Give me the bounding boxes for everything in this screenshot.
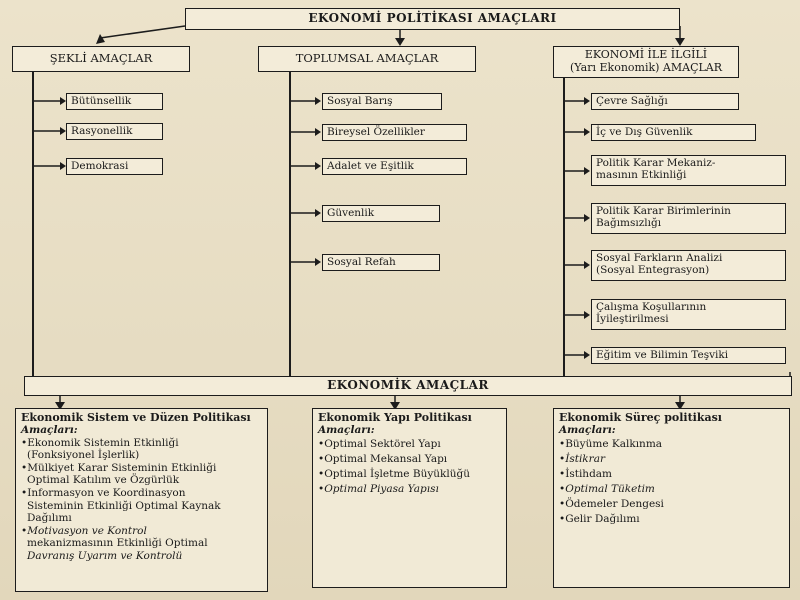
panel-yapi (312, 408, 507, 588)
panel-surec-line-0: •Büyüme Kalkınma (559, 437, 663, 450)
yari-item-5-line2: İyileştirilmesi (596, 313, 669, 325)
sekli-item-0-label: Bütünsellik (71, 95, 132, 107)
panel-yapi-line-3: •Optimal Piyasa Yapısı (318, 482, 439, 495)
panel-yapi-list (318, 437, 501, 497)
panel-sistem-line-6: Dağılımı (27, 512, 72, 525)
sekli-item-2-label: Demokrasi (71, 160, 129, 172)
yari-item-5-line1: Çalışma Koşullarının (596, 301, 707, 313)
panel-surec-line-5: •Gelir Dağılımı (559, 512, 640, 525)
panel-sistem-line-2: •Mülkiyet Karar Sisteminin Etkinliği (21, 461, 217, 474)
yari-item-6-label: Eğitim ve Bilimin Teşviki (596, 349, 729, 361)
panel-sistem-subtitle: Amaçları: (21, 424, 78, 436)
panel-sistem-title: Ekonomik Sistem ve Düzen Politikası (21, 411, 251, 424)
panel-surec-line-2: •İstihdam (559, 467, 613, 480)
panel-sistem-line-9: Davranış Uyarım ve Kontrolü (27, 549, 183, 562)
main-title: EKONOMİ POLİTİKASI AMAÇLARI (308, 11, 557, 25)
category-yari-ekonomik-line2: (Yarı Ekonomik) AMAÇLAR (569, 61, 723, 74)
panel-sistem-line-0: •Ekonomik Sistemin Etkinliği (21, 436, 179, 449)
yari-item-4-line2: (Sosyal Entegrasyon) (596, 264, 710, 276)
panel-sistem-line-5: Sisteminin Etkinliği Optimal Kaynak (27, 499, 221, 512)
toplumsal-item-0-label: Sosyal Barış (327, 95, 393, 107)
panel-sistem-line-3: Optimal Katılım ve Özgürlük (27, 474, 180, 487)
yari-item-2-line1: Politik Karar Mekaniz- (596, 157, 716, 169)
panel-sistem-line-4: •Informasyon ve Koordinasyon (21, 486, 186, 499)
yari-item-3-line2: Bağımsızlığı (596, 217, 662, 229)
panel-yapi-subtitle: Amaçları: (318, 424, 375, 436)
yari-item-2-line2: masının Etkinliği (596, 169, 687, 181)
toplumsal-item-3-label: Güvenlik (327, 207, 375, 219)
panel-sistem-line-8: mekanizmasının Etkinliği Optimal (27, 537, 208, 550)
panel-sistem-list (21, 437, 262, 563)
yari-item-1-label: İç ve Dış Güvenlik (596, 126, 693, 138)
category-yari-ekonomik-line1: EKONOMİ İLE İLGİLİ (584, 48, 708, 61)
panel-surec-subtitle: Amaçları: (559, 424, 616, 436)
yari-item-0-label: Çevre Sağlığı (596, 95, 668, 107)
yari-item-3-line1: Politik Karar Birimlerinin (596, 205, 731, 217)
panel-yapi-title: Ekonomik Yapı Politikası (318, 411, 472, 424)
panel-yapi-line-2: •Optimal İşletme Büyüklüğü (318, 467, 470, 480)
panel-sistem-line-7: •Motivasyon ve Kontrol (21, 524, 147, 537)
sekli-item-1-label: Rasyonellik (71, 125, 133, 137)
ekonomik-amaclar-title: EKONOMİK AMAÇLAR (327, 378, 489, 392)
panel-sistem-line-1: (Fonksiyonel İşlerlik) (27, 449, 140, 462)
panel-sistem (15, 408, 268, 592)
toplumsal-item-4-label: Sosyal Refah (327, 256, 396, 268)
panel-yapi-line-1: •Optimal Mekansal Yapı (318, 452, 448, 465)
toplumsal-item-1-label: Bireysel Özellikler (327, 126, 425, 138)
panel-surec-line-4: •Ödemeler Dengesi (559, 497, 664, 510)
ekonomik-amaclar-box (24, 376, 792, 396)
panel-surec-line-3: •Optimal Tüketim (559, 482, 655, 495)
category-toplumsal-label: TOPLUMSAL AMAÇLAR (295, 51, 439, 65)
toplumsal-item-2-label: Adalet ve Eşitlik (327, 160, 414, 172)
panel-surec-list (559, 437, 784, 527)
yari-item-4-line1: Sosyal Farkların Analizi (596, 252, 723, 264)
panel-yapi-line-0: •Optimal Sektörel Yapı (318, 437, 441, 450)
panel-surec-line-1: •İstikrar (559, 452, 605, 465)
panel-surec (553, 408, 790, 588)
panel-surec-title: Ekonomik Süreç politikası (559, 411, 722, 424)
category-sekli-label: ŞEKLİ AMAÇLAR (49, 51, 153, 65)
